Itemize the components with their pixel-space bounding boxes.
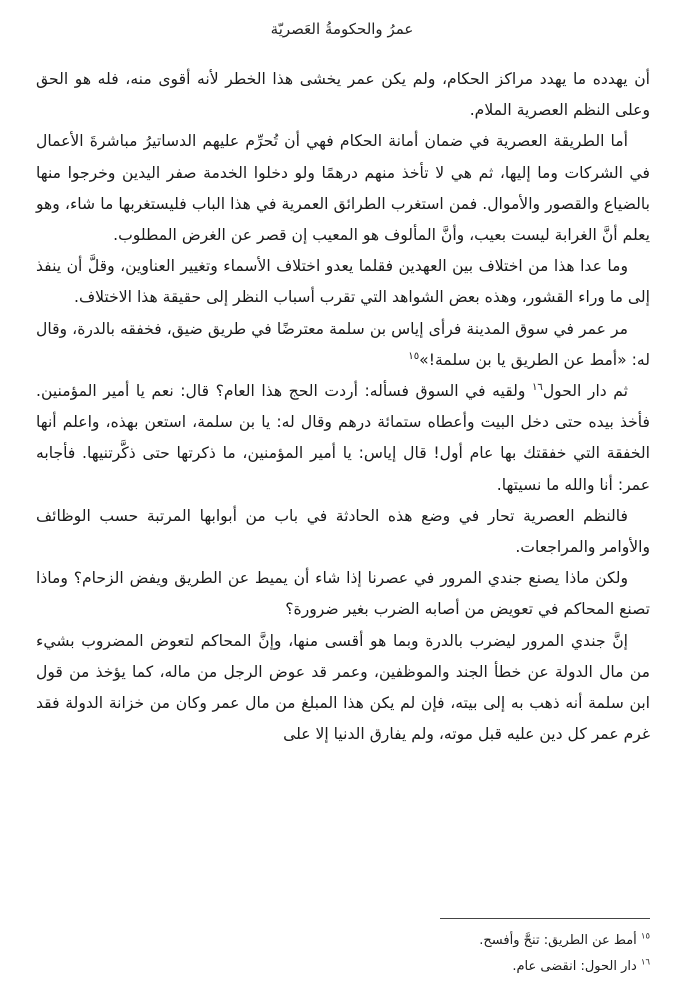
footnote-item (36, 954, 650, 980)
paragraph-text: ثم دار الحول (542, 382, 628, 401)
paragraph (36, 376, 650, 501)
paragraph (36, 251, 650, 313)
paragraph-text: ولقيه في السوق فسأله: أردت الحج هذا العام؟ قال: نعم يا أمير المؤمنين. فأخذ بيده حتى دخل البيت وأعطاه ستمائة درهم وقال له: يا بن سلمة، استعن بهذه، واعلم أنها الخفقة التي خفقتك بها عام أول! قال إياس: يا أمير المؤمنين، ما ذكرتها حتى ذكَّرتنيها. فأجابه عمر: أنا والله ما نسيتها. (36, 382, 650, 494)
footnotes (36, 928, 650, 980)
paragraph-text: مر عمر في سوق المدينة فرأى إياس بن سلمة معترضًا في طريق ضيق، فخفقه بالدرة، وقال له: «أمط عن الطريق يا بن سلمة!» (36, 319, 650, 369)
footnote-text: أمط عن الطريق: تنحَّ وأفسح. (479, 933, 637, 948)
paragraph-text: وما عدا هذا من اختلاف بين العهدين فقلما يعدو اختلاف الأسماء وتغيير العناوين، وقلَّ أن ينفذ إلى ما وراء القشور، وهذه بعض الشواهد التي تقرب أسباب النظر إلى حقيقة هذا الاختلاف. (36, 257, 650, 307)
paragraph-text: ولكن ماذا يصنع جندي المرور في عصرنا إذا شاء أن يميط عن الطريق ويفض الزحام؟ وماذا تصنع المحاكم في تعويض من أصابه الضرب بغير ضرورة؟ (36, 569, 650, 619)
paragraph (36, 314, 650, 376)
footnote-ref[interactable]: ١٦ (531, 381, 543, 393)
paragraph (36, 64, 650, 126)
running-head-title: عمرُ والحكومةُ العَصريّة (270, 20, 414, 38)
paragraph-text: أن يهدده ما يهدد مراكز الحكام، ولم يكن عمر يخشى هذا الخطر لأنه أقوى منه، فله هو الحق وعلى النظم العصرية الملام. (36, 70, 650, 120)
footnote-text: دار الحول: انقضى عام. (512, 959, 637, 974)
footnote-ref[interactable]: ١٥ (408, 350, 420, 362)
footnote-number: ١٥ (640, 930, 650, 941)
paragraph (36, 501, 650, 563)
paragraph (36, 626, 650, 751)
paragraph (36, 563, 650, 625)
paragraph-text: فالنظم العصرية تحار في وضع هذه الحادثة في باب من أبوابها المرتبة حسب الوظائف والأوامر والمراجعات. (36, 506, 650, 557)
paragraph-text: إنَّ جندي المرور ليضرب بالدرة وبما هو أقسى منها، وإنَّ المحاكم لتعوض المضروب بشيء من مال الدولة عن خطأ الجند والموظفين، وعمر قد عوض الرجل من ماله، كما يؤخذ من قول ابن سلمة أنه ذهب به إلى بيته، فإن لم يكن هذا المبلغ من مال عمر وكان من خزانة الدولة فقد غرم عمر كل دين عليه قبل موته، ولم يفارق الدنيا إلا على (36, 631, 650, 744)
footnote-divider (440, 918, 650, 919)
paragraph-text: أما الطريقة العصرية في ضمان أمانة الحكام فهي أن تُحرِّم عليهم الدساتيرُ مباشرةَ الأعمال في الشركات وما إليها، ثم هي لا تأخذ منهم درهمًا ولو دخلوا الخدمة صفر اليدين وخرجوا منها بالضياع والقصور والأموال. فمن استغرب الطرائق العمرية في هذا الباب فليستغربها ما شاء، وهو يعلم أنَّ الغرابة ليست بعيب، وأنَّ المألوف هو المعيب إن قصر عن الغرض المطلوب. (36, 132, 650, 245)
body-text (36, 64, 650, 750)
footnote-number: ١٦ (640, 956, 650, 967)
footnote-item (36, 928, 650, 954)
paragraph (36, 126, 650, 251)
